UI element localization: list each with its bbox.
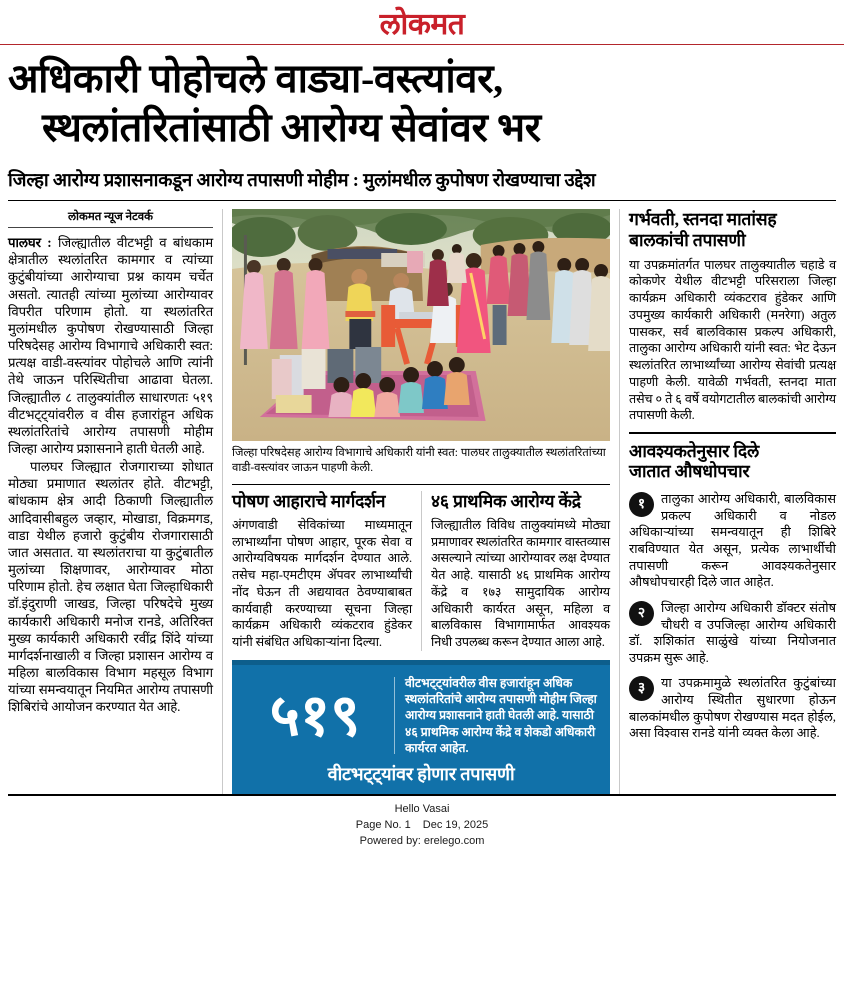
right-column-divider — [629, 432, 836, 434]
list-item — [629, 491, 836, 591]
middle-divider — [232, 484, 610, 486]
footer-page-number: Page No. 1 — [355, 819, 411, 832]
photo-caption: जिल्हा परिषदेसह आरोग्य विभागाचे अधिकारी यांनी स्वत: पालघर तालुक्यातील स्थलांतरितांच्या वाडी-वस्त्यांवर जाऊन पाहणी केली. — [232, 447, 606, 474]
page-footer — [0, 796, 844, 849]
byline: लोकमत न्यूज नेटवर्क — [67, 211, 154, 224]
right-heading-2 — [629, 441, 836, 483]
list-item — [629, 600, 836, 667]
column-middle — [222, 209, 620, 794]
headline-line-1: अधिकारी पोहोचले वाड्या-वस्त्यांवर, — [8, 56, 503, 101]
statistic-caption: वीटभट्ट्यांवर होणार तपासणी — [327, 764, 515, 785]
lokmat-logo[interactable]: लोकमत — [379, 8, 465, 41]
column-right — [620, 209, 836, 794]
right-heading-2-line-2: जातात औषधोपचार — [629, 461, 750, 482]
middle-subsections — [232, 491, 610, 651]
headline-block — [0, 45, 844, 153]
statistic-separator — [394, 677, 395, 755]
subsection-phc-body: जिल्ह्यातील विविध तालुक्यांमध्ये मोठ्या प्रमाणावर स्थलांतरित कामगार वास्तव्यास असल्याने त्यांच्या आरोग्यावर लक्ष देण्यात येत आहे. यासाठी ४६ प्राथमिक आरोग्य केंद्रे व १७३ सामुदायिक आरोग्य अधिकारी कार्यरत असून, महिला व बालविकास विभागामार्फत आवश्यक निधी उपलब्ध करून देण्यात आला आहे. — [431, 517, 610, 650]
left-paragraph-2: पालघर जिल्ह्यात रोजगाराच्या शोधात मोठ्या प्रमाणात स्थलांतर होते. वीटभट्टी, बांधकाम क्षेत्र आदी ठिकाणी जिल्ह्यातील आदिवासीबहुल जव्हार, मोखाडा, विक्रमगड, वाडा येथील हजारो कुटुंबीय रोजगारासाठी जात असतात. या स्थलांतराचा या कुटुंबातील मुलांच्या शिक्षणावर, आरोग्यावर मोठा परिणाम होतो. हेच लक्षात घेता जिल्हाधिकारी डॉ.इंदुराणी जाखड, जिल्हा परिषदेचे मुख्य कार्यकारी अधिकारी मनोज रानडे, अतिरिक्त मुख्य कार्यकारी अधिकारी रवींद्र शिंदे यांच्या मार्गदर्शनाखाली व जिल्हा प्रशासन आरोग्य व महिला बालविकास विभाग महसूल विभाग यांच्या समन्वयातून नियमित आरोग्य तपासणी शिबिरांचे आयोजन करण्यात येत आहे. — [8, 459, 213, 715]
column-left — [8, 209, 222, 794]
list-item-text: या उपक्रमामुळे स्थलांतरित कुटुंबांच्या आरोग्य स्थितीत सुधारणा होऊन बालकांमधील कुपोषण रोखण्यास मदत होईल, असा विश्वास रानडे यांनी व्यक्त केला आहे. — [629, 676, 836, 741]
health-camp-photo — [232, 209, 610, 441]
footer-powered-by[interactable]: Powered by: erelego.com — [359, 834, 485, 847]
sub-headline: जिल्हा आरोग्य प्रशासनाकडून आरोग्य तपासणी मोहीम : मुलांमधील कुपोषण रोखण्याचा उद्देश — [8, 170, 596, 191]
list-item-number-badge: २ — [629, 601, 654, 626]
statistic-description: वीटभट्ट्यांवरील वीस हजारांहून अधिक स्थलांतरितांचे आरोग्य तपासणी मोहीम जिल्हा आरोग्य प्रशासनाने हाती घेतली आहे. यासाठी ४६ प्राथमिक आरोग्य केंद्रे व शेकडो अधिकारी कार्यरत आहेत. — [405, 675, 597, 756]
statistic-callout-box — [232, 660, 610, 795]
footer-date: Dec 19, 2025 — [422, 819, 489, 832]
right-heading-1-line-2: बालकांची तपासणी — [629, 229, 746, 250]
masthead — [0, 0, 844, 44]
byline-divider — [8, 227, 213, 228]
list-item-number-badge: १ — [629, 492, 654, 517]
footer-edition: Hello Vasai — [394, 803, 450, 816]
subsection-nutrition-heading: पोषण आहाराचे मार्गदर्शन — [232, 491, 386, 512]
list-item-text: तालुका आरोग्य अधिकारी, बालविकास प्रकल्प अधिकारी व नोडल अधिकाऱ्यांच्या समन्वयातून ही शिबिरे राबविण्यात येत असून, प्रत्येक लाभार्थीची तपासणी करून आवश्यकतेनुसार औषधोपचारही दिले जात आहेत. — [629, 492, 836, 590]
left-paragraph-1 — [8, 234, 213, 457]
statistic-callout-top — [244, 675, 598, 757]
subsection-nutrition — [232, 491, 421, 651]
right-heading-2-line-1: आवश्यकतेनुसार दिले — [629, 440, 760, 461]
statistic-number: ५१९ — [269, 683, 361, 749]
footer-page-info — [0, 818, 844, 834]
list-item-text: जिल्हा आरोग्य अधिकारी डॉक्टर संतोष चौधरी व उपजिल्हा आरोग्य अधिकारी डॉ. शशिकांत साळुंखे यांच्या नियोजनात उपक्रम सुरू आहे. — [629, 600, 836, 665]
subsection-nutrition-body: अंगणवाडी सेविकांच्या माध्यमातून लाभार्थ्यांना पोषण आहार, पूरक सेवा व आरोग्यविषयक मार्गदर्शन देण्यात आले. तसेच महा-एमटीएम ॲपवर लाभार्थ्यांची नोंद घेऊन ती अद्ययावत ठेवण्याबाबत कार्यवाही करण्याच्या सूचना जिल्हा कार्यक्रम अधिकारी व्यंकटराव हुंडेकर यांनी संबंधित अधिकाऱ्यांना दिल्या. — [232, 517, 412, 650]
right-paragraph-1: या उपक्रमांतर्गत पालघर तालुक्यातील चहाडे व कोकणेर येथील वीटभट्टी परिसराला जिल्हा कार्यक्रम अधिकारी व्यंकटराव हुंडेकर आणि उपमुख्य कार्यकारी अधिकारी (मनरेगा) अतुल पासकर, सर्व बालविकास प्रकल्प अधिकारी, तालुका आरोग्य अधिकारी यांनी स्वत: भेट देऊन स्थलांतरित लाभार्थ्यांच्या आरोग्य सेवांची प्रत्यक्ष पाहणी केली. यावेळी गर्भवती, स्तनदा माता तसेच ० ते ६ वर्षे वयोगटातील बालकांची आरोग्य तपासणी केली. — [629, 257, 836, 423]
right-heading-1-line-1: गर्भवती, स्तनदा मातांसह — [629, 209, 777, 230]
list-item-number-badge: ३ — [629, 676, 654, 701]
page-title — [8, 55, 836, 153]
photo-illustration — [232, 209, 610, 441]
subsection-phc — [421, 491, 610, 651]
list-item — [629, 675, 836, 742]
left-paragraph-1-text: जिल्ह्यातील वीटभट्टी व बांधकाम क्षेत्रातील स्थलांतरित कामगार व त्यांच्या कुटुंबीयांच्या आरोग्याचा प्रश्न कायम चर्चेत असतो. त्यातही त्यांच्या मुलांच्या आरोग्यावर विपरीत परिणाम होतो. या स्थलांतरित मुलांमधील कुपोषण रोखण्यासाठी जिल्हा परिषदेसह आरोग्य विभागाचे अधिकारी स्वत: प्रत्यक्ष वाडी-वस्त्यांवर पोहोचले आणि त्यांनी तेथे जाऊन परिस्थितीचा आढावा घेतला. जिल्ह्यातील ८ तालुक्यांतील साधारणतः ५१९ वीटभट्ट्यांवरील व वीस हजारांहून अधिक स्थलांतरितांचे आरोग्य तपासणी मोहीम जिल्हा आरोग्य प्रशासनाने हाती घेतली आहे. — [8, 235, 213, 456]
right-heading-1 — [629, 209, 836, 251]
headline-line-2: स्थलांतरितांसाठी आरोग्य सेवांवर भर — [42, 104, 541, 150]
subsection-phc-heading: ४६ प्राथमिक आरोग्य केंद्रे — [431, 491, 581, 512]
dateline: पालघर : — [8, 235, 59, 251]
article-columns — [0, 201, 844, 794]
